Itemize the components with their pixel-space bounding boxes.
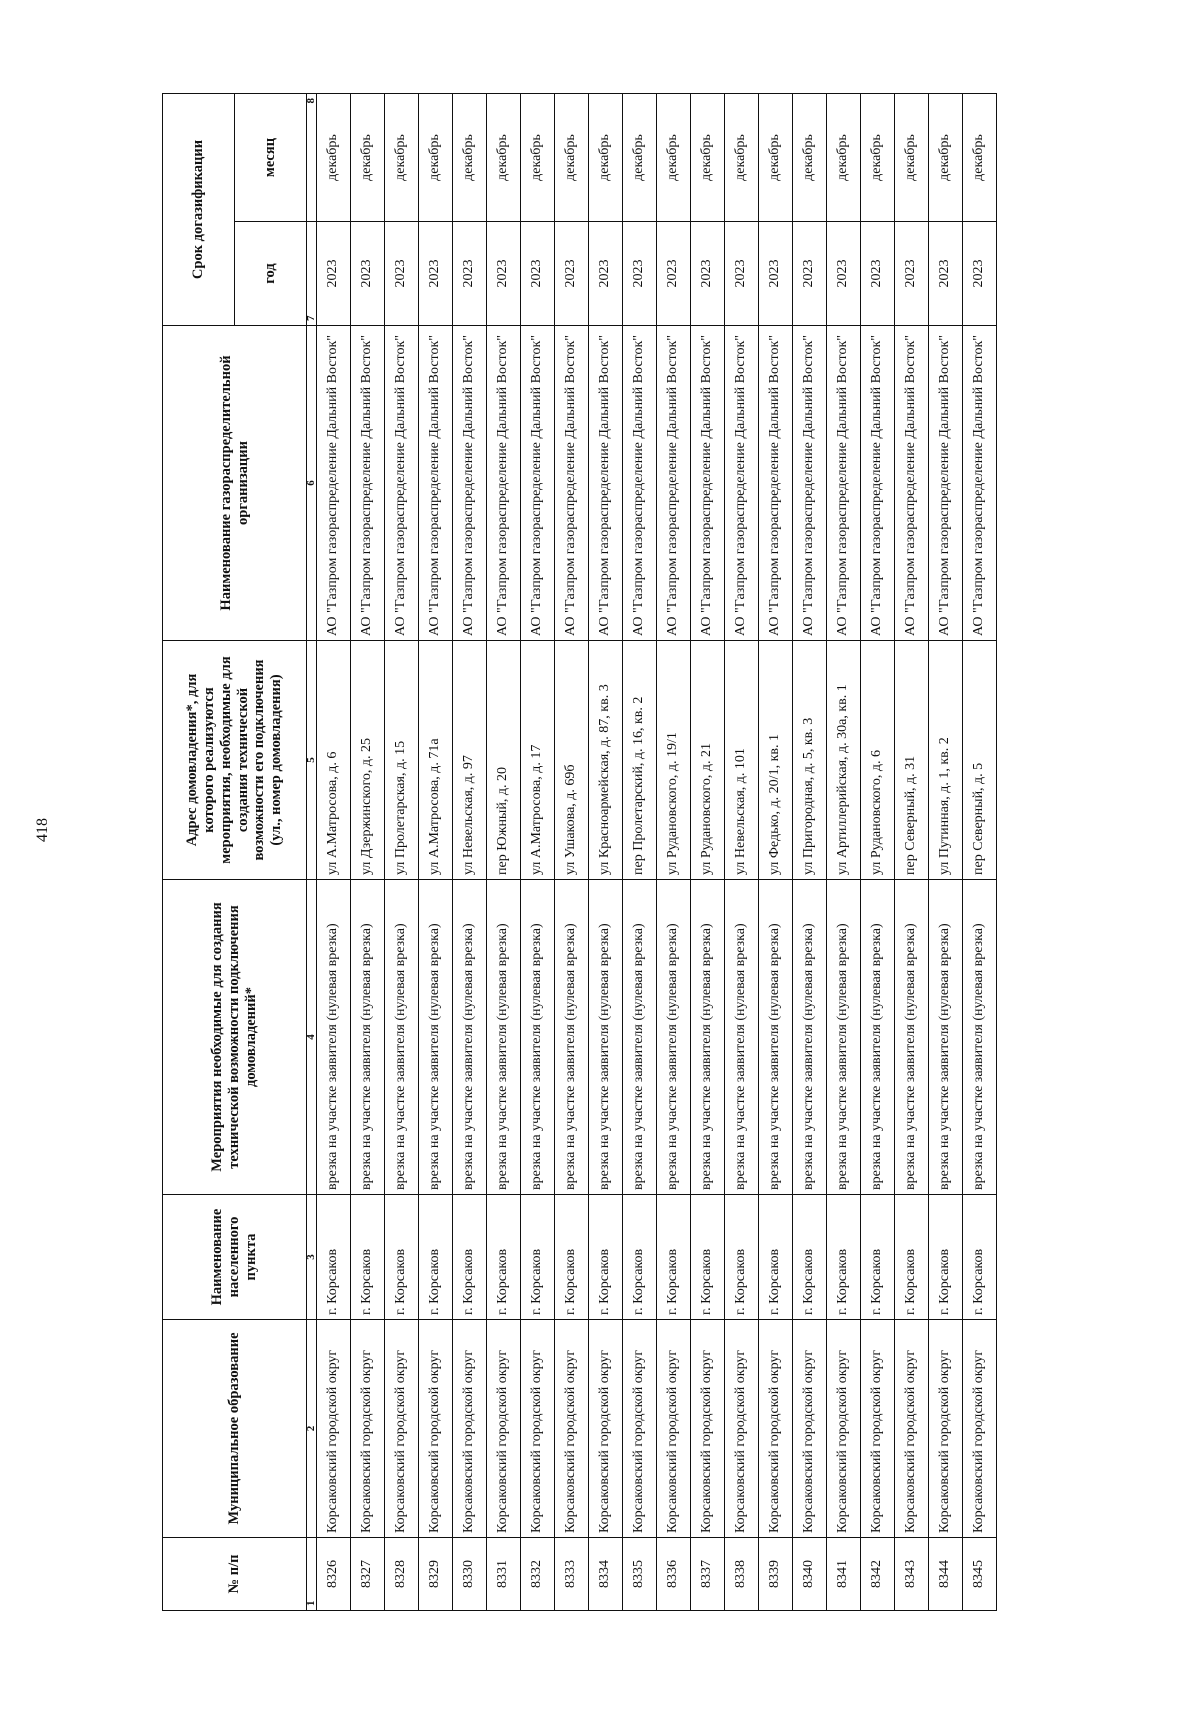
row-index: 8337 xyxy=(691,1538,725,1611)
row-settlement: г. Корсаков xyxy=(929,1195,963,1320)
row-municipality: Корсаковский городской округ xyxy=(419,1320,453,1538)
row-address: ул Невельская, д. 97 xyxy=(453,641,487,880)
row-settlement: г. Корсаков xyxy=(623,1195,657,1320)
table-row xyxy=(487,93,521,1610)
row-address: ул Красноармейская, д. 87, кв. 3 xyxy=(589,641,623,880)
row-municipality: Корсаковский городской округ xyxy=(385,1320,419,1538)
header-deadline-group: Срок догазификации xyxy=(163,93,235,325)
row-year: 2023 xyxy=(419,222,453,326)
row-measure: врезка на участке заявителя (нулевая врезка) xyxy=(929,880,963,1195)
row-month: декабрь xyxy=(623,93,657,221)
row-index: 8329 xyxy=(419,1538,453,1611)
row-settlement: г. Корсаков xyxy=(691,1195,725,1320)
row-measure: врезка на участке заявителя (нулевая врезка) xyxy=(317,880,351,1195)
row-month: декабрь xyxy=(929,93,963,221)
row-index: 8327 xyxy=(351,1538,385,1611)
row-measure: врезка на участке заявителя (нулевая врезка) xyxy=(589,880,623,1195)
row-address: пер Северный, д. 5 xyxy=(963,641,997,880)
table-row xyxy=(385,93,419,1610)
header-year: год xyxy=(235,222,307,326)
row-municipality: Корсаковский городской округ xyxy=(793,1320,827,1538)
row-organization: АО "Газпром газораспределение Дальний Восток" xyxy=(385,326,419,641)
row-organization: АО "Газпром газораспределение Дальний Восток" xyxy=(453,326,487,641)
row-organization: АО "Газпром газораспределение Дальний Восток" xyxy=(861,326,895,641)
row-month: декабрь xyxy=(861,93,895,221)
table-row xyxy=(453,93,487,1610)
row-settlement: г. Корсаков xyxy=(351,1195,385,1320)
row-measure: врезка на участке заявителя (нулевая врезка) xyxy=(725,880,759,1195)
header-settlement: Наименование населенного пункта xyxy=(163,1195,307,1320)
row-organization: АО "Газпром газораспределение Дальний Восток" xyxy=(589,326,623,641)
row-municipality: Корсаковский городской округ xyxy=(929,1320,963,1538)
row-address: ул Рудановского, д. 6 xyxy=(861,641,895,880)
row-month: декабрь xyxy=(487,93,521,221)
row-municipality: Корсаковский городской округ xyxy=(351,1320,385,1538)
row-organization: АО "Газпром газораспределение Дальний Восток" xyxy=(963,326,997,641)
row-measure: врезка на участке заявителя (нулевая врезка) xyxy=(793,880,827,1195)
row-year: 2023 xyxy=(963,222,997,326)
row-settlement: г. Корсаков xyxy=(385,1195,419,1320)
row-year: 2023 xyxy=(521,222,555,326)
row-index: 8342 xyxy=(861,1538,895,1611)
column-number-row xyxy=(307,93,317,1610)
column-number: 2 xyxy=(307,1320,317,1538)
row-settlement: г. Корсаков xyxy=(453,1195,487,1320)
row-index: 8344 xyxy=(929,1538,963,1611)
column-number: 6 xyxy=(307,326,317,641)
row-index: 8332 xyxy=(521,1538,555,1611)
table-row xyxy=(895,93,929,1610)
row-organization: АО "Газпром газораспределение Дальний Восток" xyxy=(555,326,589,641)
table-row xyxy=(589,93,623,1610)
row-organization: АО "Газпром газораспределение Дальний Восток" xyxy=(657,326,691,641)
column-number: 5 xyxy=(307,641,317,880)
row-address: ул Пригородная, д. 5, кв. 3 xyxy=(793,641,827,880)
header-measures: Мероприятия необходимые для создания технической возможности подключения домовладений* xyxy=(163,880,307,1195)
column-number: 8 xyxy=(307,93,317,221)
row-municipality: Корсаковский городской округ xyxy=(453,1320,487,1538)
row-municipality: Корсаковский городской округ xyxy=(317,1320,351,1538)
column-number: 3 xyxy=(307,1195,317,1320)
row-measure: врезка на участке заявителя (нулевая врезка) xyxy=(453,880,487,1195)
row-measure: врезка на участке заявителя (нулевая врезка) xyxy=(487,880,521,1195)
table-row xyxy=(623,93,657,1610)
table-row xyxy=(827,93,861,1610)
row-address: ул Артиллерийская, д. 30а, кв. 1 xyxy=(827,641,861,880)
gasification-table xyxy=(162,93,997,1611)
row-measure: врезка на участке заявителя (нулевая врезка) xyxy=(657,880,691,1195)
row-year: 2023 xyxy=(793,222,827,326)
row-measure: врезка на участке заявителя (нулевая врезка) xyxy=(419,880,453,1195)
row-organization: АО "Газпром газораспределение Дальний Восток" xyxy=(419,326,453,641)
table-row xyxy=(691,93,725,1610)
row-organization: АО "Газпром газораспределение Дальний Восток" xyxy=(759,326,793,641)
row-municipality: Корсаковский городской округ xyxy=(759,1320,793,1538)
row-organization: АО "Газпром газораспределение Дальний Восток" xyxy=(487,326,521,641)
row-year: 2023 xyxy=(861,222,895,326)
row-settlement: г. Корсаков xyxy=(657,1195,691,1320)
table-row xyxy=(963,93,997,1610)
column-number: 7 xyxy=(307,222,317,326)
header-municipality: Муниципальное образование xyxy=(163,1320,307,1538)
row-year: 2023 xyxy=(827,222,861,326)
row-index: 8336 xyxy=(657,1538,691,1611)
table-row xyxy=(419,93,453,1610)
row-organization: АО "Газпром газораспределение Дальний Восток" xyxy=(623,326,657,641)
table-row xyxy=(725,93,759,1610)
row-organization: АО "Газпром газораспределение Дальний Восток" xyxy=(725,326,759,641)
row-municipality: Корсаковский городской округ xyxy=(963,1320,997,1538)
row-municipality: Корсаковский городской округ xyxy=(623,1320,657,1538)
row-settlement: г. Корсаков xyxy=(759,1195,793,1320)
row-municipality: Корсаковский городской округ xyxy=(725,1320,759,1538)
row-index: 8343 xyxy=(895,1538,929,1611)
row-settlement: г. Корсаков xyxy=(827,1195,861,1320)
row-index: 8338 xyxy=(725,1538,759,1611)
row-address: ул Дзержинского, д. 25 xyxy=(351,641,385,880)
row-measure: врезка на участке заявителя (нулевая врезка) xyxy=(521,880,555,1195)
row-settlement: г. Корсаков xyxy=(725,1195,759,1320)
row-year: 2023 xyxy=(691,222,725,326)
row-year: 2023 xyxy=(317,222,351,326)
row-index: 8328 xyxy=(385,1538,419,1611)
row-settlement: г. Корсаков xyxy=(895,1195,929,1320)
row-index: 8341 xyxy=(827,1538,861,1611)
column-number: 1 xyxy=(307,1538,317,1611)
row-month: декабрь xyxy=(657,93,691,221)
row-year: 2023 xyxy=(623,222,657,326)
row-organization: АО "Газпром газораспределение Дальний Восток" xyxy=(895,326,929,641)
row-measure: врезка на участке заявителя (нулевая врезка) xyxy=(861,880,895,1195)
table-row xyxy=(657,93,691,1610)
row-index: 8333 xyxy=(555,1538,589,1611)
row-address: пер Северный, д. 31 xyxy=(895,641,929,880)
row-month: декабрь xyxy=(317,93,351,221)
row-address: ул Пролетарская, д. 15 xyxy=(385,641,419,880)
row-month: декабрь xyxy=(725,93,759,221)
row-year: 2023 xyxy=(929,222,963,326)
row-index: 8340 xyxy=(793,1538,827,1611)
row-month: декабрь xyxy=(759,93,793,221)
row-settlement: г. Корсаков xyxy=(487,1195,521,1320)
row-measure: врезка на участке заявителя (нулевая врезка) xyxy=(759,880,793,1195)
row-year: 2023 xyxy=(385,222,419,326)
row-month: декабрь xyxy=(419,93,453,221)
row-index: 8335 xyxy=(623,1538,657,1611)
row-year: 2023 xyxy=(895,222,929,326)
row-address: ул А.Матросова, д. 6 xyxy=(317,641,351,880)
row-address: ул Невельская, д. 101 xyxy=(725,641,759,880)
row-municipality: Корсаковский городской округ xyxy=(861,1320,895,1538)
page-number: 418 xyxy=(34,818,51,842)
table-row xyxy=(351,93,385,1610)
header-address: Адрес домовладения*, для которого реализуются мероприятия, необходимые для создания технической возможности его подключения (ул., номер домовладения) xyxy=(163,641,307,880)
row-address: ул А.Матросова, д. 17 xyxy=(521,641,555,880)
row-organization: АО "Газпром газораспределение Дальний Восток" xyxy=(691,326,725,641)
row-settlement: г. Корсаков xyxy=(521,1195,555,1320)
row-month: декабрь xyxy=(385,93,419,221)
row-address: ул Федько, д. 20/1, кв. 1 xyxy=(759,641,793,880)
row-address: ул А.Матросова, д. 71а xyxy=(419,641,453,880)
row-municipality: Корсаковский городской округ xyxy=(521,1320,555,1538)
row-address: ул Путинная, д. 1, кв. 2 xyxy=(929,641,963,880)
table-row xyxy=(521,93,555,1610)
table-body xyxy=(317,93,997,1610)
row-index: 8345 xyxy=(963,1538,997,1611)
row-month: декабрь xyxy=(351,93,385,221)
row-year: 2023 xyxy=(487,222,521,326)
row-month: декабрь xyxy=(691,93,725,221)
row-organization: АО "Газпром газораспределение Дальний Восток" xyxy=(827,326,861,641)
header-organization: Наименование газораспределительной организации xyxy=(163,326,307,641)
row-year: 2023 xyxy=(657,222,691,326)
header-month: месяц xyxy=(235,93,307,221)
row-month: декабрь xyxy=(793,93,827,221)
row-measure: врезка на участке заявителя (нулевая врезка) xyxy=(691,880,725,1195)
row-organization: АО "Газпром газораспределение Дальний Восток" xyxy=(521,326,555,641)
row-settlement: г. Корсаков xyxy=(419,1195,453,1320)
row-year: 2023 xyxy=(555,222,589,326)
row-month: декабрь xyxy=(827,93,861,221)
row-organization: АО "Газпром газораспределение Дальний Восток" xyxy=(929,326,963,641)
row-measure: врезка на участке заявителя (нулевая врезка) xyxy=(963,880,997,1195)
row-month: декабрь xyxy=(555,93,589,221)
row-address: ул Рудановского, д. 19/1 xyxy=(657,641,691,880)
table-row xyxy=(555,93,589,1610)
row-municipality: Корсаковский городской округ xyxy=(895,1320,929,1538)
row-month: декабрь xyxy=(453,93,487,221)
row-municipality: Корсаковский городской округ xyxy=(657,1320,691,1538)
table-row xyxy=(317,93,351,1610)
row-address: пер Южный, д. 20 xyxy=(487,641,521,880)
row-organization: АО "Газпром газораспределение Дальний Восток" xyxy=(351,326,385,641)
row-month: декабрь xyxy=(521,93,555,221)
row-municipality: Корсаковский городской округ xyxy=(555,1320,589,1538)
row-municipality: Корсаковский городской округ xyxy=(487,1320,521,1538)
rotated-table-container xyxy=(162,94,1097,1611)
row-settlement: г. Корсаков xyxy=(793,1195,827,1320)
row-measure: врезка на участке заявителя (нулевая врезка) xyxy=(895,880,929,1195)
row-year: 2023 xyxy=(725,222,759,326)
row-index: 8339 xyxy=(759,1538,793,1611)
row-municipality: Корсаковский городской округ xyxy=(827,1320,861,1538)
row-year: 2023 xyxy=(453,222,487,326)
row-index: 8326 xyxy=(317,1538,351,1611)
row-settlement: г. Корсаков xyxy=(317,1195,351,1320)
row-measure: врезка на участке заявителя (нулевая врезка) xyxy=(827,880,861,1195)
row-settlement: г. Корсаков xyxy=(861,1195,895,1320)
row-measure: врезка на участке заявителя (нулевая врезка) xyxy=(385,880,419,1195)
row-measure: врезка на участке заявителя (нулевая врезка) xyxy=(555,880,589,1195)
header-index: № п/п xyxy=(163,1538,307,1611)
row-settlement: г. Корсаков xyxy=(589,1195,623,1320)
row-municipality: Корсаковский городской округ xyxy=(589,1320,623,1538)
row-municipality: Корсаковский городской округ xyxy=(691,1320,725,1538)
row-organization: АО "Газпром газораспределение Дальний Восток" xyxy=(317,326,351,641)
row-settlement: г. Корсаков xyxy=(555,1195,589,1320)
row-measure: врезка на участке заявителя (нулевая врезка) xyxy=(351,880,385,1195)
table-row xyxy=(929,93,963,1610)
row-index: 8331 xyxy=(487,1538,521,1611)
row-year: 2023 xyxy=(589,222,623,326)
row-measure: врезка на участке заявителя (нулевая врезка) xyxy=(623,880,657,1195)
table-row xyxy=(861,93,895,1610)
row-organization: АО "Газпром газораспределение Дальний Восток" xyxy=(793,326,827,641)
row-address: пер Пролетарский, д. 16, кв. 2 xyxy=(623,641,657,880)
row-index: 8330 xyxy=(453,1538,487,1611)
row-index: 8334 xyxy=(589,1538,623,1611)
row-address: ул Ушакова, д. 69б xyxy=(555,641,589,880)
row-month: декабрь xyxy=(895,93,929,221)
column-number: 4 xyxy=(307,880,317,1195)
table-row xyxy=(793,93,827,1610)
row-address: ул Рудановского, д. 21 xyxy=(691,641,725,880)
table-row xyxy=(759,93,793,1610)
row-month: декабрь xyxy=(589,93,623,221)
row-month: декабрь xyxy=(963,93,997,221)
row-year: 2023 xyxy=(351,222,385,326)
row-settlement: г. Корсаков xyxy=(963,1195,997,1320)
row-year: 2023 xyxy=(759,222,793,326)
